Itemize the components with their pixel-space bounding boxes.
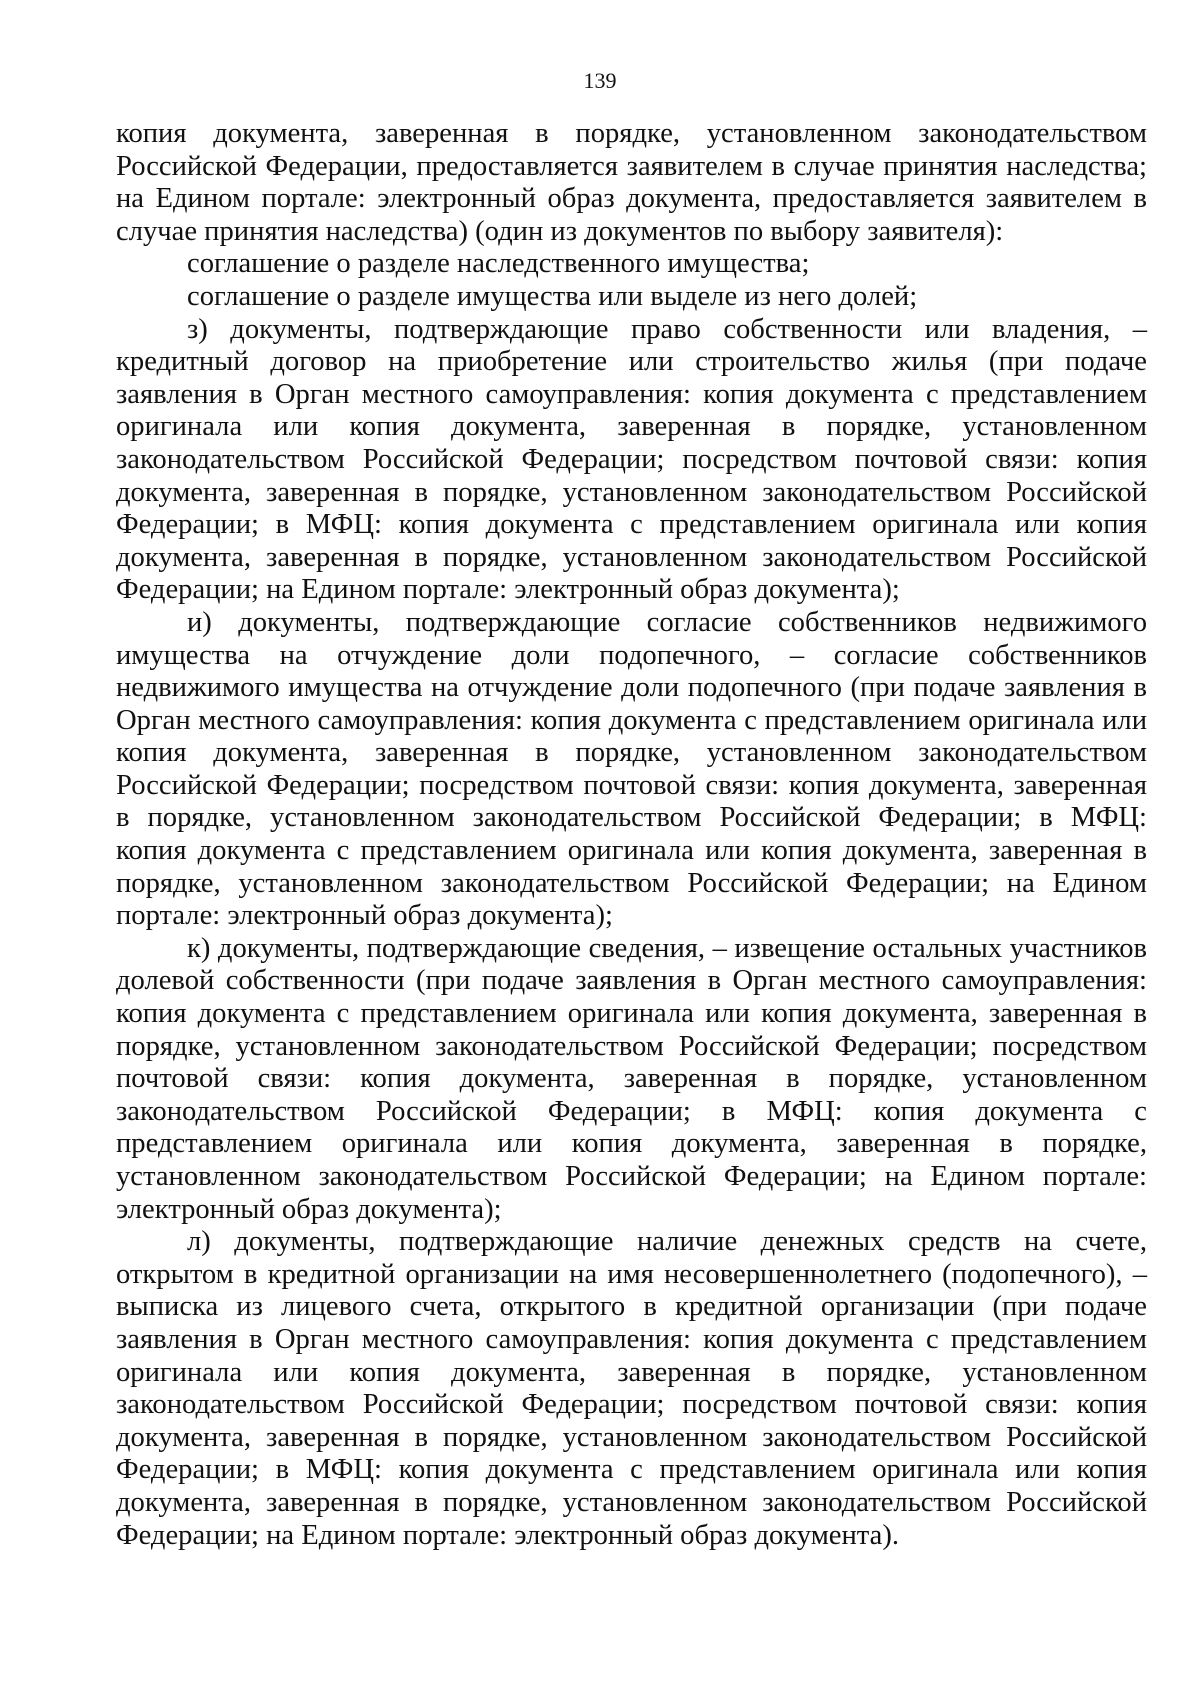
paragraph-item-i: и) документы, подтверждающие согласие собственников недвижимого имущества на отчуждение доли подопечного, – согласие собственников недвижимого имущества на отчуждение доли подопечного (при подаче заявления в Орган местного самоуправления: копия документа с представлением оригинала или копия документа, заверенная в порядке, установленном законодательством Российской Федерации; посредством почтовой связи: копия документа, заверенная в порядке, установленном законодательством Российской Федерации; в МФЦ: копия документа с представлением оригинала или копия документа, заверенная в порядке, установленном законодательством Российской Федерации; на Едином портале: электронный образ документа);	[116, 606, 1147, 932]
paragraph-continuation: копия документа, заверенная в порядке, установленном законодательством Российской Федерации, предоставляется заявителем в случае принятия наследства; на Едином портале: электронный образ документа, предоставляется заявителем в случае принятия наследства) (один из документов по выбору заявителя):	[116, 118, 1147, 247]
paragraph-item-l: л) документы, подтверждающие наличие денежных средств на счете, открытом в кредитной организации на имя несовершеннолетнего (подопечного), – выписка из лицевого счета, открытого в кредитной организации (при подаче заявления в Орган местного самоуправления: копия документа с представлением оригинала или копия документа, заверенная в порядке, установленном законодательством Российской Федерации; посредством почтовой связи: копия документа, заверенная в порядке, установленном законодательством Российской Федерации; в МФЦ: копия документа с представлением оригинала или копия документа, заверенная в порядке, установленном законодательством Российской Федерации; на Едином портале: электронный образ документа).	[116, 1226, 1147, 1551]
paragraph-item-z: з) документы, подтверждающие право собственности или владения, – кредитный договор на приобретение или строительство жилья (при подаче заявления в Орган местного самоуправления: копия документа с представлением оригинала или копия документа, заверенная в порядке, установленном законодательством Российской Федерации; посредством почтовой связи: копия документа, заверенная в порядке, установленном законодательством Российской Федерации; в МФЦ: копия документа с представлением оригинала или копия документа, заверенная в порядке, установленном законодательством Российской Федерации; на Едином портале: электронный образ документа);	[116, 313, 1147, 606]
paragraph-item-k: к) документы, подтверждающие сведения, – извещение остальных участников долевой собственности (при подаче заявления в Орган местного самоуправления: копия документа с представлением оригинала или копия документа, заверенная в порядке, установленном законодательством Российской Федерации; посредством почтовой связи: копия документа, заверенная в порядке, установленном законодательством Российской Федерации; в МФЦ: копия документа с представлением оригинала или копия документа, заверенная в порядке, установленном законодательством Российской Федерации; на Едином портале: электронный образ документа);	[116, 932, 1147, 1225]
document-body	[116, 118, 1147, 1552]
page-number: 139	[583, 68, 617, 93]
paragraph-property-division-agreement: соглашение о разделе имущества или выделе из него долей;	[187, 280, 918, 312]
paragraph-inheritance-division-agreement: соглашение о разделе наследственного имущества;	[187, 248, 810, 280]
